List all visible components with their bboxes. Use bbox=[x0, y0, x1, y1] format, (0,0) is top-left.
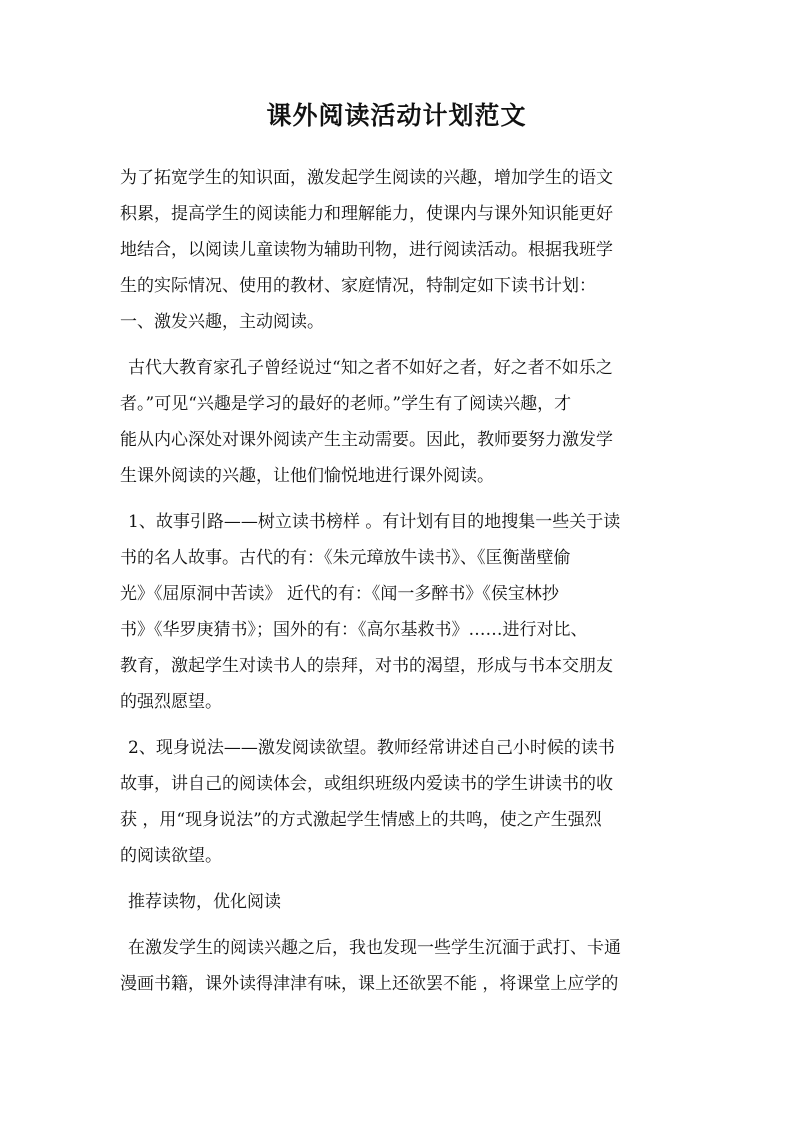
text-line: 教育，激起学生对读书人的崇拜，对书的渴望，形成与书本交朋友 bbox=[120, 656, 613, 676]
paragraph-confucius bbox=[120, 350, 680, 494]
section-heading: 一、激发兴趣，主动阅读。 bbox=[120, 312, 324, 332]
text-line: 的强烈愿望。 bbox=[120, 692, 222, 712]
paragraph-gap bbox=[120, 340, 680, 350]
text-line: 2、现身说法——激发阅读欲望。教师经常讲述自己小时候的读书 bbox=[128, 738, 615, 758]
text-line: 1、故事引路——树立读书榜样 。有计划有目的地搜集一些关于读 bbox=[128, 512, 621, 532]
text-line: 能从内心深处对课外阅读产生主动需要。因此，教师要努力激发学 bbox=[120, 430, 613, 450]
paragraph-intro bbox=[120, 160, 680, 340]
paragraph-gap bbox=[120, 494, 680, 504]
paragraph-personal-example bbox=[120, 730, 680, 874]
document-body bbox=[120, 160, 680, 1002]
text-line: 故事，讲自己的阅读体会，或组织班级内爱读书的学生讲读书的收 bbox=[120, 774, 613, 794]
section-heading: 推荐读物，优化阅读 bbox=[128, 892, 281, 912]
text-line: 者。”可见“兴趣是学习的最好的老师。”学生有了阅读兴趣，才 bbox=[120, 394, 572, 414]
paragraph-recommend-heading bbox=[120, 884, 680, 920]
text-line: 获 ，用“现身说法”的方式激起学生情感上的共鸣，使之产生强烈 bbox=[120, 810, 602, 830]
text-line: 古代大教育家孔子曾经说过“知之者不如好之者，好之者不如乐之 bbox=[128, 358, 613, 378]
text-line: 漫画书籍，课外读得津津有味，课上还欲罢不能 ，将课堂上应学的 bbox=[120, 974, 619, 994]
text-line: 积累，提高学生的阅读能力和理解能力，使课内与课外知识能更好 bbox=[120, 204, 613, 224]
paragraph-gap bbox=[120, 874, 680, 884]
text-line: 为了拓宽学生的知识面，激发起学生阅读的兴趣，增加学生的语文 bbox=[120, 168, 613, 188]
text-line: 书的名人故事。古代的有：《朱元璋放牛读书》、《匡衡凿壁偷 bbox=[120, 548, 571, 568]
text-line: 光》《屈原洞中苦读》 近代的有：《闻一多醉书》《侯宝林抄 bbox=[120, 584, 559, 604]
paragraph-story-guide bbox=[120, 504, 680, 720]
document-title: 课外阅读活动计划范文 bbox=[266, 101, 527, 130]
paragraph-gap bbox=[120, 920, 680, 930]
text-line: 生的实际情况、使用的教材、家庭情况，特制定如下读书计划： bbox=[120, 276, 596, 296]
text-line: 的阅读欲望。 bbox=[120, 846, 222, 866]
paragraph-recommend-body bbox=[120, 930, 680, 1002]
text-line: 书》《华罗庚猜书》；国外的有：《高尔基救书》……进行对比、 bbox=[120, 620, 588, 640]
paragraph-gap bbox=[120, 720, 680, 730]
text-line: 地结合，以阅读儿童读物为辅助刊物，进行阅读活动。根据我班学 bbox=[120, 240, 613, 260]
text-line: 生课外阅读的兴趣，让他们愉悦地进行课外阅读。 bbox=[120, 466, 494, 486]
text-line: 在激发学生的阅读兴趣之后，我也发现一些学生沉湎于武打、卡通 bbox=[128, 938, 621, 958]
